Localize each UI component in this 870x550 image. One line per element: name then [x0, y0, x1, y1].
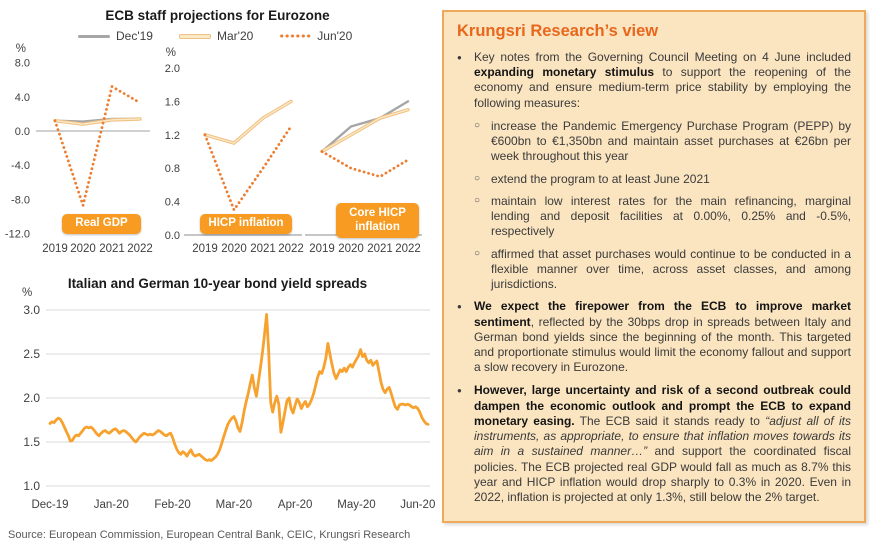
y-tick-label: 2.0: [164, 63, 180, 75]
x-tick-label: May-20: [337, 499, 376, 511]
y-tick-label: 0.4: [164, 196, 180, 209]
bullet-text: extend the program to at least June 2021: [491, 171, 710, 186]
series-Mar'20: [205, 101, 291, 143]
x-tick-label: Mar-20: [215, 499, 253, 511]
tan-solid-line-icon: [179, 34, 211, 39]
y-tick-label: 0.8: [164, 163, 180, 176]
x-tick-label: Apr-20: [277, 499, 313, 511]
legend-label: Dec'19: [116, 29, 153, 43]
real-gdp-badge: Real GDP: [62, 214, 141, 234]
x-tick-label: 2020: [338, 243, 364, 255]
x-tick-label: Feb-20: [154, 499, 191, 511]
y-tick-label: 1.5: [23, 435, 40, 449]
bullet-text: We expect the firepower from the ECB to improve market sentiment, reflected by the 30bps drop in spreads between Italy and German bond yields since the beginning of the month. This targeted and proportionate stimulus would limit the economy fallout and support a slow recovery in Eurozone.: [474, 299, 851, 375]
sub-bullet-item: [474, 172, 851, 187]
sub-bullet-item: [474, 119, 851, 165]
legend-item-jun20: [279, 29, 352, 43]
y-tick-label: 8.0: [14, 57, 30, 70]
core-hicp-inflation-badge: Core HICP inflation: [336, 203, 419, 238]
bullet-text: Key notes from the Governing Council Meeting on 4 June included expanding monetary stimulus to support the reopening of the economy and ensure medium-term price stability by employing the following measures:: [474, 50, 851, 110]
y-tick-label: 1.6: [164, 96, 180, 109]
legend-item-dec19: [78, 29, 153, 43]
ecb-figure-title: ECB staff projections for Eurozone: [105, 8, 330, 23]
y-axis-unit-label: %: [15, 43, 26, 55]
bullet-item: [457, 383, 851, 505]
y-tick-label: 4.0: [14, 91, 30, 104]
x-tick-label: 2021: [99, 243, 125, 255]
series-italy-germany-spread: [50, 314, 428, 460]
x-tick-label: 2019: [309, 243, 335, 255]
y-tick-label: -8.0: [11, 194, 30, 207]
y-tick-label: 2.0: [23, 391, 40, 405]
y-tick-label: 1.0: [23, 479, 40, 493]
bullet-text: increase the Pandemic Emergency Purchase Program (PEPP) by €600bn to €1,350bn and maintain asset purchases at €26bn per week throughout this year: [491, 118, 851, 164]
gray-solid-line-icon: [78, 35, 110, 38]
circle-outline-bullet-icon: ○: [474, 119, 481, 131]
bond-figure-title: Italian and German 10-year bond yield spreads: [67, 276, 368, 291]
legend-label: Mar'20: [216, 29, 254, 43]
x-tick-label: 2019: [42, 243, 68, 255]
series-Mar'20: [322, 110, 408, 152]
x-tick-label: 2022: [395, 243, 421, 255]
hicp-inflation-badge: HICP inflation: [200, 214, 292, 234]
y-tick-label: 3.0: [23, 303, 40, 317]
y-tick-label: 0.0: [14, 126, 30, 138]
series-Jun'20: [55, 87, 140, 206]
x-tick-label: 2022: [278, 243, 304, 255]
bullet-text: affirmed that asset purchases would continue to be conducted in a flexible manner over time, across asset classes, and among jurisdictions.: [491, 246, 851, 292]
circle-outline-bullet-icon: ○: [474, 172, 481, 184]
y-tick-label: 1.2: [164, 129, 180, 142]
x-tick-label: Jan-20: [93, 499, 129, 511]
panel-bullet-list: [457, 50, 851, 505]
panel-title: Krungsri Research’s view: [457, 22, 659, 40]
chart-legend: [78, 29, 378, 43]
orange-dotted-line-icon: [279, 34, 311, 38]
x-tick-label: Jun-20: [400, 499, 436, 511]
x-tick-label: Dec-19: [31, 499, 69, 511]
circle-outline-bullet-icon: ○: [474, 194, 481, 206]
x-tick-label: 2019: [192, 243, 218, 255]
bullet-text: However, large uncertainty and risk of a second outbreak could dampen the economic outlook and prompt the ECB to expand monetary easing. The ECB said it stands ready to “adjust all of its instruments, as appropriate, to ensure that inflation moves towards its aim in a sustained manner…” and support the coordinated fiscal policies. The ECB projected real GDP would fall as much as 8.7% this year and HICP inflation would drop sharply to 0.3% in 2020. Even in 2022, inflation is projected at only 1.3%, still below the 2% target.: [474, 383, 851, 505]
bullet-dot-icon: ●: [457, 302, 462, 312]
x-tick-label: 2021: [367, 243, 393, 255]
legend-label: Jun'20: [317, 29, 353, 43]
x-tick-label: 2022: [127, 243, 153, 255]
bullet-dot-icon: ●: [457, 53, 462, 62]
y-axis-unit-label: %: [165, 47, 176, 59]
bullet-dot-icon: ●: [457, 386, 462, 396]
series-Jun'20: [322, 152, 408, 177]
legend-item-mar20: [179, 29, 253, 43]
research-view-panel: [442, 10, 866, 523]
y-tick-label: -4.0: [11, 160, 30, 173]
source-note: Source: European Commission, European Central Bank, CEIC, Krungsri Research: [8, 529, 411, 541]
x-tick-label: 2020: [70, 243, 96, 255]
y-tick-label: 0.0: [164, 230, 180, 242]
x-tick-label: 2021: [250, 243, 276, 255]
y-axis-unit-label: %: [22, 287, 33, 299]
bond-spread-chart: [0, 300, 435, 518]
bullet-item: [457, 50, 851, 111]
bullet-item: [457, 299, 851, 375]
y-tick-label: 2.5: [23, 347, 40, 361]
sub-bullet-item: [474, 247, 851, 293]
x-tick-label: 2020: [221, 243, 247, 255]
sub-bullet-item: [474, 194, 851, 240]
circle-outline-bullet-icon: ○: [474, 247, 481, 259]
bullet-text: maintain low interest rates for the main refinancing, marginal lending and deposit facilities at 0.00%, 0.25% and -0.5%, respectively: [491, 193, 851, 239]
y-tick-label: -12.0: [4, 228, 30, 241]
